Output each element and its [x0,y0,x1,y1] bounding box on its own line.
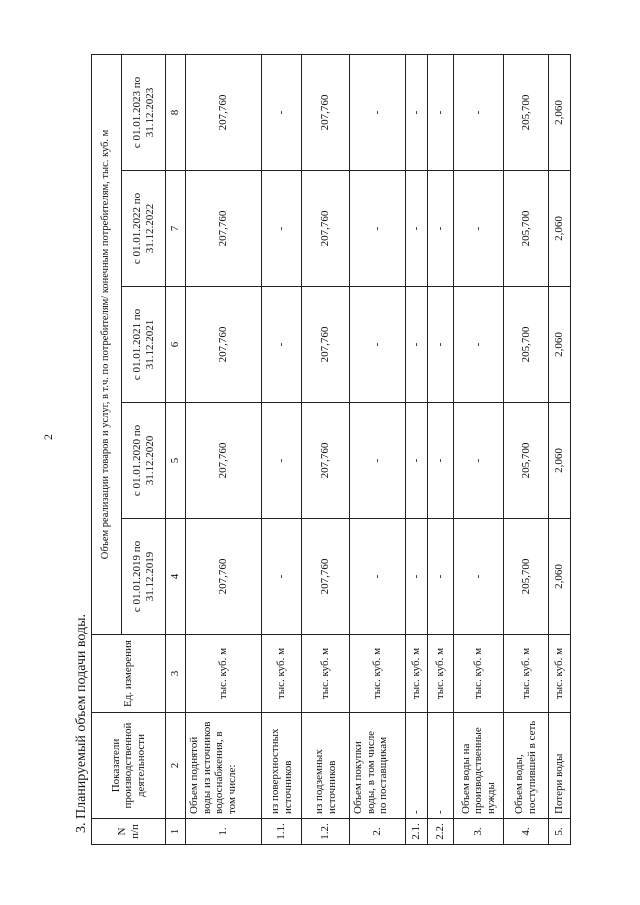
row-unit: тыс. куб. м [186,635,262,713]
header-period-2022: с 01.01.2022 по 31.12.2022 [122,171,166,287]
row-num: 1.1. [262,819,302,845]
row-value: - [262,287,302,403]
row-unit: тыс. куб. м [262,635,302,713]
row-value: - [406,287,428,403]
row-value: 207,760 [186,519,262,635]
row-num: 2. [350,819,406,845]
row-value: - [454,54,504,170]
row-value: - [428,287,454,403]
row-value: - [428,54,454,170]
row-unit: тыс. куб. м [350,635,406,713]
row-value: 2,060 [549,403,571,519]
row-value: 2,060 [549,171,571,287]
row-num: 3. [454,819,504,845]
row-num: 1.2. [302,819,350,845]
header-period-2023: с 01.01.2023 по 31.12.2023 [122,54,166,170]
col-number: 8 [166,54,186,170]
row-name: из поверхностных источников [262,713,302,819]
row-value: 205,700 [504,287,549,403]
row-value: - [350,287,406,403]
row-value: - [406,403,428,519]
col-number: 3 [166,635,186,713]
row-value: - [406,54,428,170]
table-row [549,54,571,844]
header-period-2019: с 01.01.2019 по 31.12.2019 [122,519,166,635]
table-row [186,54,262,844]
col-number: 5 [166,403,186,519]
header-period-2020: с 01.01.2020 по 31.12.2020 [122,403,166,519]
row-value: 207,760 [302,519,350,635]
row-unit: тыс. куб. м [549,635,571,713]
row-value: - [406,171,428,287]
row-unit: тыс. куб. м [454,635,504,713]
row-value: - [428,403,454,519]
header-num: N п/п [92,819,166,845]
row-name: Объем покупки воды, в том числе по поставщикам [350,713,406,819]
row-num: 5. [549,819,571,845]
row-unit: тыс. куб. м [406,635,428,713]
water-supply-table [91,54,571,845]
row-num: 2.1. [406,819,428,845]
row-value: - [454,171,504,287]
row-unit: тыс. куб. м [504,635,549,713]
row-name: - [428,713,454,819]
row-value: - [428,171,454,287]
row-value: 207,760 [302,403,350,519]
header-period-2021: с 01.01.2021 по 31.12.2021 [122,287,166,403]
row-value: - [262,519,302,635]
col-number: 1 [166,819,186,845]
row-value: - [454,403,504,519]
row-value: 2,060 [549,54,571,170]
row-value: - [262,403,302,519]
col-number: 2 [166,713,186,819]
row-value: - [428,519,454,635]
row-value: 207,760 [186,171,262,287]
section-heading: 3. Планируемый объем подачи воды. [74,613,89,833]
header-group: Объем реализации товаров и услуг, в т.ч. по потребителям/ конечным потребителям, тыс. куб. м [92,54,122,634]
col-number: 4 [166,519,186,635]
row-value: 207,760 [302,171,350,287]
row-name: - [406,713,428,819]
row-value: 205,700 [504,54,549,170]
header-row-1 [92,54,122,844]
row-value: 2,060 [549,287,571,403]
table-row [350,54,406,844]
row-value: - [454,519,504,635]
table-row [302,54,350,844]
row-name: Потери воды [549,713,571,819]
row-value: - [350,403,406,519]
row-name: Объем поднятой воды из источников водоснабжения, в том числе: [186,713,262,819]
header-unit: Ед. измерения [92,635,166,713]
row-value: - [454,287,504,403]
row-num: 1. [186,819,262,845]
row-num: 4. [504,819,549,845]
header-indicator: Показатели производственной деятельности [92,713,166,819]
row-value: 2,060 [549,519,571,635]
row-value: 205,700 [504,519,549,635]
page-number: 2 [41,434,55,440]
row-value: 207,760 [186,403,262,519]
row-name: из подземных источников [302,713,350,819]
row-value: 207,760 [186,287,262,403]
table-row [406,54,428,844]
row-value: 205,700 [504,403,549,519]
row-value: 207,760 [302,287,350,403]
row-name: Объем воды, поступившей в сеть [504,713,549,819]
row-value: - [350,54,406,170]
col-number: 6 [166,287,186,403]
table-row [262,54,302,844]
row-value: - [350,171,406,287]
table-row [428,54,454,844]
row-value: - [262,171,302,287]
row-value: 207,760 [302,54,350,170]
row-name: Объем воды на производственные нужды [454,713,504,819]
col-number: 7 [166,171,186,287]
row-unit: тыс. куб. м [302,635,350,713]
rotated-page-content [72,55,566,845]
row-value: - [262,54,302,170]
table-row [454,54,504,844]
table-row [504,54,549,844]
row-value: - [406,519,428,635]
row-unit: тыс. куб. м [428,635,454,713]
row-value: 205,700 [504,171,549,287]
column-numbers-row [166,54,186,844]
row-value: 207,760 [186,54,262,170]
row-num: 2.2. [428,819,454,845]
row-value: - [350,519,406,635]
